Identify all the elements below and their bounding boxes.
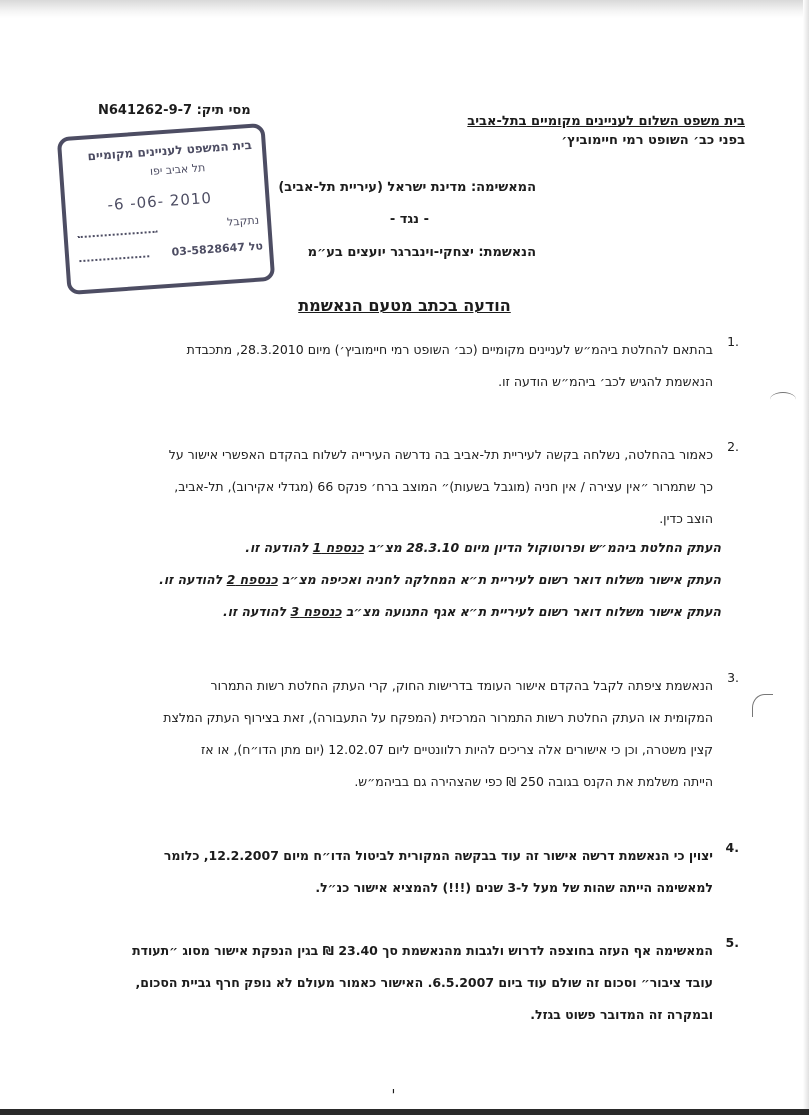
margin-pen-mark — [752, 694, 773, 717]
paragraph-line: המקומית או העתק החלטת רשות התמרור המרכזית (המפקח על התעבורה), זאת בצירוף העתק המלצת — [163, 710, 713, 725]
paragraph-line: בהתאם להחלטת ביהמ״ש לעניינים מקומיים (כב׳ השופט רמי חיימוביץ׳) מיום 28.3.2010, מתכבדת — [186, 342, 713, 357]
page-mark: י — [392, 1085, 395, 1100]
defendant-line: הנאשמת: יצחקי-וינברגר יועצים בע״מ — [307, 245, 536, 260]
paragraph-1 — [129, 334, 739, 398]
stamp-date: -6 -06- 2010 — [106, 188, 213, 215]
scan-edge-right — [803, 0, 809, 1115]
file-number: מסי תיק: 9-7-N641262 — [98, 103, 251, 118]
paragraph-3 — [129, 670, 739, 798]
paragraph-line: המאשימה אף העזה בחוצפה לדרוש ולגבות מהנאשמת סך 23.40 ₪ בגין הנפקת אישור מסוג ״תעודת — [132, 943, 713, 958]
margin-pen-mark — [770, 392, 796, 407]
paragraph-line: עובד ציבור״ וסכום זה שולם עוד ביום 6.5.2007. האישור כאמור מעולם לא נופק חרף גביית הסכום, — [135, 975, 713, 990]
attachment-ref: כנספח 3 — [290, 604, 342, 619]
attachment-tail: להודעה זו. — [159, 572, 227, 587]
paragraph-number: 2. — [727, 439, 739, 454]
stamp-dotted-line — [79, 255, 149, 262]
scan-edge-top — [0, 0, 809, 18]
attachment-text: העתק אישור משלוח דואר רשום לעיריית ת״א אגף התנועה מצ״ב — [341, 604, 721, 619]
paragraph-number: 1. — [727, 334, 739, 349]
attachment-line-3 — [223, 604, 721, 619]
paragraph-line: ובמקרה זה המדובר פשוט בגזל. — [530, 1007, 713, 1022]
paragraph-number: 3. — [727, 670, 739, 685]
paragraph-line: קצין משטרה, וכן כי אישורים אלה צריכים להיות רלוונטיים ליום 12.02.07 (יום מתן הדו״ח), או אז — [200, 742, 713, 757]
paragraph-line: הייתה משלמת את הקנס בגובה 250 ₪ כפי שהצהירה גם בביהמ״ש. — [354, 774, 713, 789]
versus-line: - נגד - — [389, 212, 429, 227]
paragraph-line: למאשימה הייתה שהות של מעל ל-3 שנים (!!!) להמציא אישור כנ״ל. — [315, 880, 713, 895]
attachment-line-2 — [159, 572, 721, 587]
received-stamp — [57, 123, 276, 295]
attachment-ref: כנספח 2 — [226, 572, 278, 587]
paragraph-line: הוצב כדין. — [659, 511, 713, 526]
paragraph-4 — [129, 840, 739, 904]
stamp-number: טל 03-5828647 — [171, 239, 264, 259]
attachment-ref: כנספח 1 — [312, 540, 364, 555]
paragraph-number: 4. — [725, 840, 739, 855]
document-title: הודעה בכתב מטעם הנאשמת — [298, 296, 511, 315]
stamp-received: נתקבל — [226, 213, 260, 229]
paragraph-number: 5. — [725, 935, 739, 950]
paragraph-line: כאמור בהחלטה, נשלחה בקשה לעיריית תל-אביב בה נדרשה העירייה לשלוח בהקדם האפשרי אישור על — [168, 447, 713, 462]
judge-name: בפני כב׳ השופט רמי חיימוביץ׳ — [561, 133, 745, 148]
attachment-line-1 — [245, 540, 721, 555]
paragraph-line: כך שתמרור ״אין עצירה / אין חניה (מוגבל בשעות)״ המוצב ברח׳ פנקס 66 (מגדלי אקירוב), תל-אביב, — [174, 479, 713, 494]
attachment-tail: להודעה זו. — [245, 540, 313, 555]
stamp-dotted-line — [78, 231, 158, 239]
attachment-text: העתק החלטת ביהמ״ש ופרוטוקול הדיון מיום 28.3.10 מצ״ב — [363, 540, 721, 555]
attachment-text: העתק אישור משלוח דואר רשום לעיריית ת״א המחלקה לחניה ואכיפה מצ״ב — [277, 572, 721, 587]
stamp-court-line: בית המשפט לעניינים מקומיים — [87, 137, 253, 164]
paragraph-2 — [129, 439, 739, 535]
scan-edge-bottom — [0, 1109, 809, 1115]
paragraph-line: הנאשמת להגיש לכב׳ ביהמ״ש הודעה זו. — [498, 374, 713, 389]
paragraph-line: הנאשמת ציפתה לקבל בהקדם אישור העומד בדרישות החוק, קרי העתק החלטת רשות התמרור — [210, 678, 713, 693]
stamp-city-line: תל אביב יפו — [149, 161, 206, 179]
paragraph-5 — [129, 935, 739, 1031]
attachment-tail: להודעה זו. — [223, 604, 291, 619]
prosecutor-line: המאשימה: מדינת ישראל (עיריית תל-אביב) — [278, 180, 536, 195]
court-name: בית משפט השלום לעניינים מקומיים בתל-אביב — [467, 114, 745, 129]
paragraph-line: יצוין כי הנאשמת דרשה אישור זה עוד בבקשה המקורית לביטול הדו״ח מיום 12.2.2007, כלומר — [163, 848, 713, 863]
